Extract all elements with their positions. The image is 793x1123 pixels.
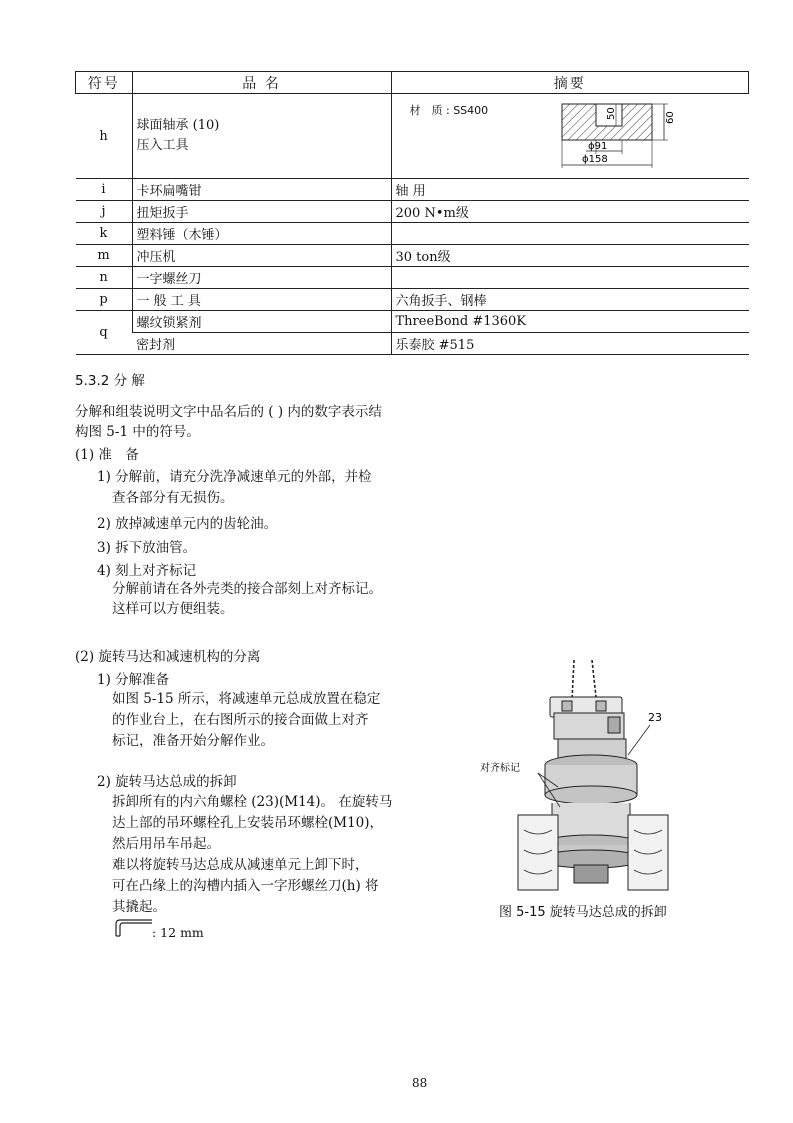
sep-step2-title: 2) 旋转马达总成的拆卸 (97, 774, 237, 790)
table-row (76, 311, 749, 333)
figure-caption: 图 5-15 旋转马达总成的拆卸 (499, 905, 667, 920)
prep-step2: 2) 放掉减速单元内的齿轮油。 (97, 516, 278, 532)
prep-step1-line: 查各部分有无损伤。 (112, 490, 234, 506)
row-note-with-drawing (391, 94, 749, 179)
row-name (132, 94, 391, 179)
row-symbol: k (76, 223, 133, 245)
table-row (76, 223, 749, 245)
sep-step2-line: 拆卸所有的内六角螺栓 (23)(M14)。 在旋转马 (112, 794, 393, 810)
intro-line: 分解和组装说明文字中品名后的 ( ) 内的数字表示结 (75, 404, 382, 420)
row-name: 密封剂 (132, 333, 391, 355)
sep-step1-line: 的作业台上，在右图所示的接合面做上对齐 (112, 712, 369, 728)
page-number: 88 (412, 1076, 428, 1090)
dim-158: ϕ158 (581, 154, 608, 165)
sep-step1-line: 如图 5-15 所示，将减速单元总成放置在稳定 (112, 691, 381, 707)
row-note: 乐泰胶 #515 (391, 333, 749, 355)
table-row (76, 267, 749, 289)
figure-label-align-mark: 对齐标记 (480, 763, 520, 774)
row-symbol: h (76, 94, 133, 179)
figure-label-23: 23 (648, 711, 662, 724)
dim-60: 60 (664, 111, 676, 124)
row-note: 轴 用 (391, 179, 749, 201)
header-name: 品 名 (132, 72, 391, 94)
row-note: ThreeBond #1360K (391, 311, 749, 333)
sep-step2-line: 难以将旋转马达总成从减速单元上卸下时， (112, 857, 369, 873)
sep-step1-title: 1) 分解准备 (97, 672, 170, 688)
section-heading: 5.3.2 分 解 (75, 373, 145, 389)
sep-step2-line: 可在凸缘上的沟槽内插入一字形螺丝刀(h) 将 (112, 878, 379, 894)
hex-wrench-icon (112, 918, 154, 938)
press-tool-drawing (552, 96, 692, 176)
table-row (76, 201, 749, 223)
row-symbol: n (76, 267, 133, 289)
prep-step4-line: 这样可以方便组装。 (112, 601, 234, 617)
row-name: 冲压机 (132, 245, 391, 267)
row-name: 塑料锤（木锤） (132, 223, 391, 245)
row-symbol: m (76, 245, 133, 267)
row-note (391, 267, 749, 289)
material-label: 材 质 : SS400 (409, 104, 489, 117)
dim-50: 50 (605, 107, 617, 120)
row-name: 螺纹锁紧剂 (132, 311, 391, 333)
prep-step1-line: 1) 分解前，请充分洗净减速单元的外部，并检 (97, 469, 372, 485)
row-name-line: 球面轴承 (10) (136, 118, 220, 133)
row-name: 一 般 工 具 (132, 289, 391, 311)
table-row (76, 289, 749, 311)
row-name: 扭矩扳手 (132, 201, 391, 223)
row-note (391, 223, 749, 245)
prep-step3: 3) 拆下放油管。 (97, 540, 197, 556)
wrench-size: : 12 mm (152, 925, 204, 940)
sep-step2-line: 达上部的吊环螺栓孔上安装吊环螺栓(M10)， (112, 815, 384, 831)
swing-motor-figure (478, 655, 703, 895)
table-row (76, 333, 749, 355)
table-row (76, 245, 749, 267)
row-note: 六角扳手、钢棒 (391, 289, 749, 311)
sep-title: (2) 旋转马达和减速机构的分离 (75, 649, 261, 665)
tools-table (75, 71, 749, 355)
prep-step4-line: 分解前请在各外壳类的接合部刻上对齐标记。 (112, 581, 382, 597)
table-row (76, 179, 749, 201)
intro-line: 构图 5-1 中的符号。 (75, 424, 200, 440)
row-symbol: p (76, 289, 133, 311)
row-name-line: 压入工具 (136, 138, 189, 153)
dim-91: ϕ91 (587, 141, 607, 152)
header-summary: 摘要 (391, 72, 749, 94)
row-symbol: q (76, 311, 133, 355)
prep-title: (1) 准 备 (75, 447, 139, 463)
prep-step4-title: 4) 刻上对齐标记 (97, 563, 197, 579)
sep-step2-line: 然后用吊车吊起。 (112, 836, 220, 852)
row-note: 200 N•m级 (391, 201, 749, 223)
row-note: 30 ton级 (391, 245, 749, 267)
table-row (76, 94, 749, 179)
header-symbol: 符号 (76, 72, 133, 94)
row-name: 一字螺丝刀 (132, 267, 391, 289)
row-name: 卡环扁嘴钳 (132, 179, 391, 201)
row-symbol: i (76, 179, 133, 201)
sep-step1-line: 标记，准备开始分解作业。 (112, 733, 274, 749)
sep-step2-line: 其撬起。 (112, 899, 166, 915)
row-symbol: j (76, 201, 133, 223)
